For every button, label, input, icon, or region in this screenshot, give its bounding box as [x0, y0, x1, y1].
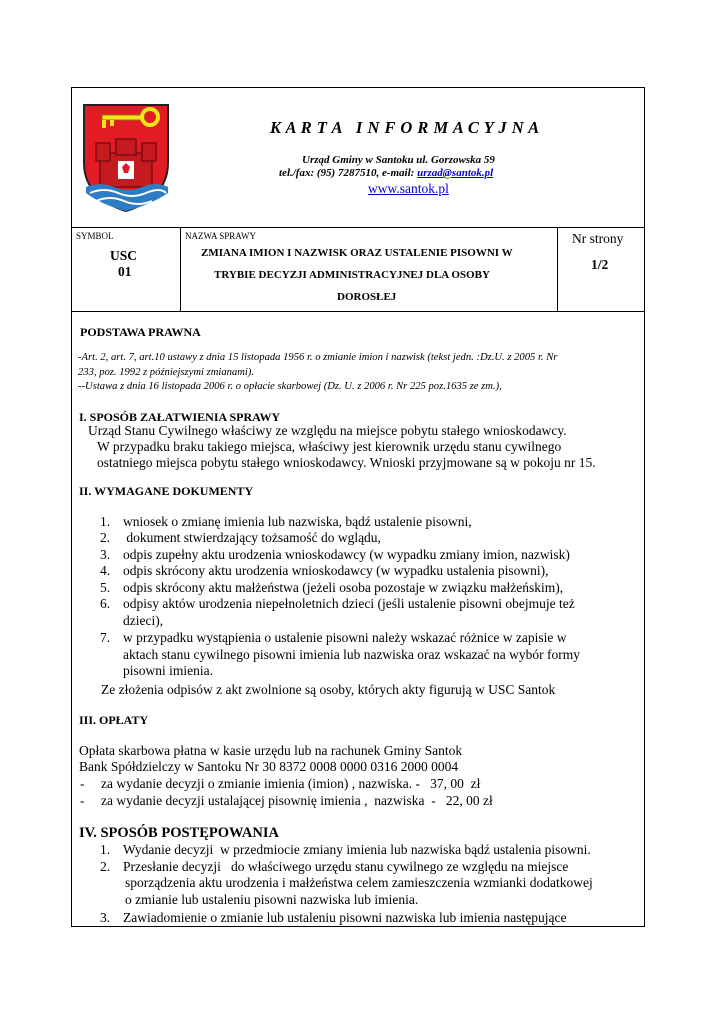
- list-item-continuation: o zmianie lub ustaleniu pisowni nazwiska lub imienia.: [125, 892, 419, 907]
- section1-line-3: ostatniego miejsca pobytu stałego wnioskodawcy. Wnioski przyjmowane są w pokoju nr 15.: [97, 455, 596, 470]
- list-item-continuation: aktach stanu cywilnego pisowni imienia lub nazwiska oraz wskazać na wybór formy: [123, 647, 580, 662]
- page-value: 1/2: [591, 257, 609, 272]
- symbol-label: SYMBOL: [76, 231, 114, 241]
- fee-intro-line-1: Opłata skarbowa płatna w kasie urzędu lub na rachunek Gminy Santok: [79, 743, 463, 758]
- meta-divider: [71, 311, 645, 312]
- frame-top: [71, 87, 645, 88]
- legal-heading: PODSTAWA PRAWNA: [80, 325, 201, 339]
- document-title: K A R T A I N F O R M A C Y J N A: [270, 118, 540, 137]
- email-link[interactable]: urzad@santok.pl: [417, 167, 494, 179]
- page-label: Nr strony: [572, 231, 624, 246]
- fee-item-1: za wydanie decyzji o zmianie imienia (imion) , nazwiska. - 37, 00 zł: [101, 776, 481, 791]
- fee-dash-2: -: [80, 793, 85, 808]
- section2-heading: II. WYMAGANE DOKUMENTY: [79, 484, 254, 498]
- contact-prefix: tel./fax: (95) 7287510, e-mail:: [279, 167, 418, 179]
- symbol-value-2: 01: [118, 264, 132, 279]
- contact-line: [279, 166, 493, 180]
- list-item: 7. w przypadku wystąpienia o ustalenie pisowni należy wskazać różnice w zapisie w: [100, 630, 567, 645]
- coat-of-arms-icon: [80, 101, 172, 213]
- legal-line-2: 233, poz. 1992 z późniejszymi zmianami).: [78, 367, 254, 378]
- legal-line-1: -Art. 2, art. 7, art.10 ustawy z dnia 15 listopada 1956 r. o zmianie imion i nazwisk (tekst jedn. :Dz.U. z 2005 r. Nr: [78, 352, 558, 363]
- list-item: 2. Przesłanie decyzji do właściwego urzędu stanu cywilnego ze względu na miejsce: [100, 859, 569, 874]
- list-item: 3. odpis zupełny aktu urodzenia wnioskodawcy (w wypadku zmiany imion, nazwisk): [100, 547, 570, 562]
- list-item: 5. odpis skrócony aktu małżeństwa (jeżeli osoba pozostaje w związku małżeńskim),: [100, 580, 564, 595]
- meta-col-divider-2: [557, 227, 558, 312]
- meta-col-divider-1: [180, 227, 181, 312]
- case-line-3: DOROSŁEJ: [337, 291, 397, 303]
- section1-heading: I. SPOSÓB ZAŁATWIENIA SPRAWY: [79, 410, 281, 424]
- website-link[interactable]: www.santok.pl: [368, 181, 449, 196]
- list-item-continuation: pisowni imienia.: [123, 663, 213, 678]
- list-item: 1. wniosek o zmianę imienia lub nazwiska, bądź ustalenie pisowni,: [100, 514, 472, 529]
- list-item-continuation: dzieci),: [123, 613, 164, 628]
- list-item: 6. odpisy aktów urodzenia niepełnoletnich dzieci (jeśli ustalenie pisowni obejmuje też: [100, 596, 575, 611]
- section3-heading: III. OPŁATY: [79, 713, 149, 727]
- case-line-2: TRYBIE DECYZJI ADMINISTRACYJNEJ DLA OSOBY: [214, 269, 490, 281]
- case-line-1: ZMIANA IMION I NAZWISK ORAZ USTALENIE PISOWNI W: [201, 247, 513, 259]
- list-item-continuation: sporządzenia aktu urodzenia i małżeństwa celem zamieszczenia wzmianki dodatkowej: [125, 875, 593, 890]
- documents-note: Ze złożenia odpisów z akt zwolnione są osoby, których akty figurują w USC Santok: [101, 682, 556, 697]
- frame-right: [644, 87, 645, 927]
- symbol-value-1: USC: [110, 248, 138, 263]
- case-label: NAZWA SPRAWY: [185, 231, 257, 241]
- office-address: Urząd Gminy w Santoku ul. Gorzowska 59: [302, 154, 495, 166]
- fee-intro-line-2: Bank Spółdzielczy w Santoku Nr 30 8372 0008 0000 0316 2000 0004: [79, 759, 459, 774]
- legal-line-3: --Ustawa z dnia 16 listopada 2006 r. o opłacie skarbowej (Dz. U. z 2006 r. Nr 225 poz.1635 ze zm.),: [78, 381, 502, 392]
- fee-dash-1: -: [80, 776, 85, 791]
- list-item: 2. dokument stwierdzający tożsamość do wglądu,: [100, 530, 381, 545]
- section4-heading: IV. SPOSÓB POSTĘPOWANIA: [79, 825, 279, 841]
- list-item: 4. odpis skrócony aktu urodzenia wnioskodawcy (w wypadku ustalenia pisowni),: [100, 563, 549, 578]
- fee-item-2: za wydanie decyzji ustalającej pisownię imienia , nazwiska - 22, 00 zł: [101, 793, 493, 808]
- list-item: 1. Wydanie decyzji w przedmiocie zmiany imienia lub nazwiska bądź ustalenia pisowni.: [100, 842, 591, 857]
- list-item: 3. Zawiadomienie o zmianie lub ustaleniu pisowni nazwiska lub imienia następujące: [100, 910, 567, 925]
- section1-line-1: Urząd Stanu Cywilnego właściwy ze względu na miejsce pobytu stałego wnioskodawcy.: [88, 423, 567, 438]
- section1-line-2: W przypadku braku takiego miejsca, właściwy jest kierownik urzędu stanu cywilnego: [97, 439, 562, 454]
- frame-left: [71, 87, 72, 927]
- header-divider: [71, 227, 645, 228]
